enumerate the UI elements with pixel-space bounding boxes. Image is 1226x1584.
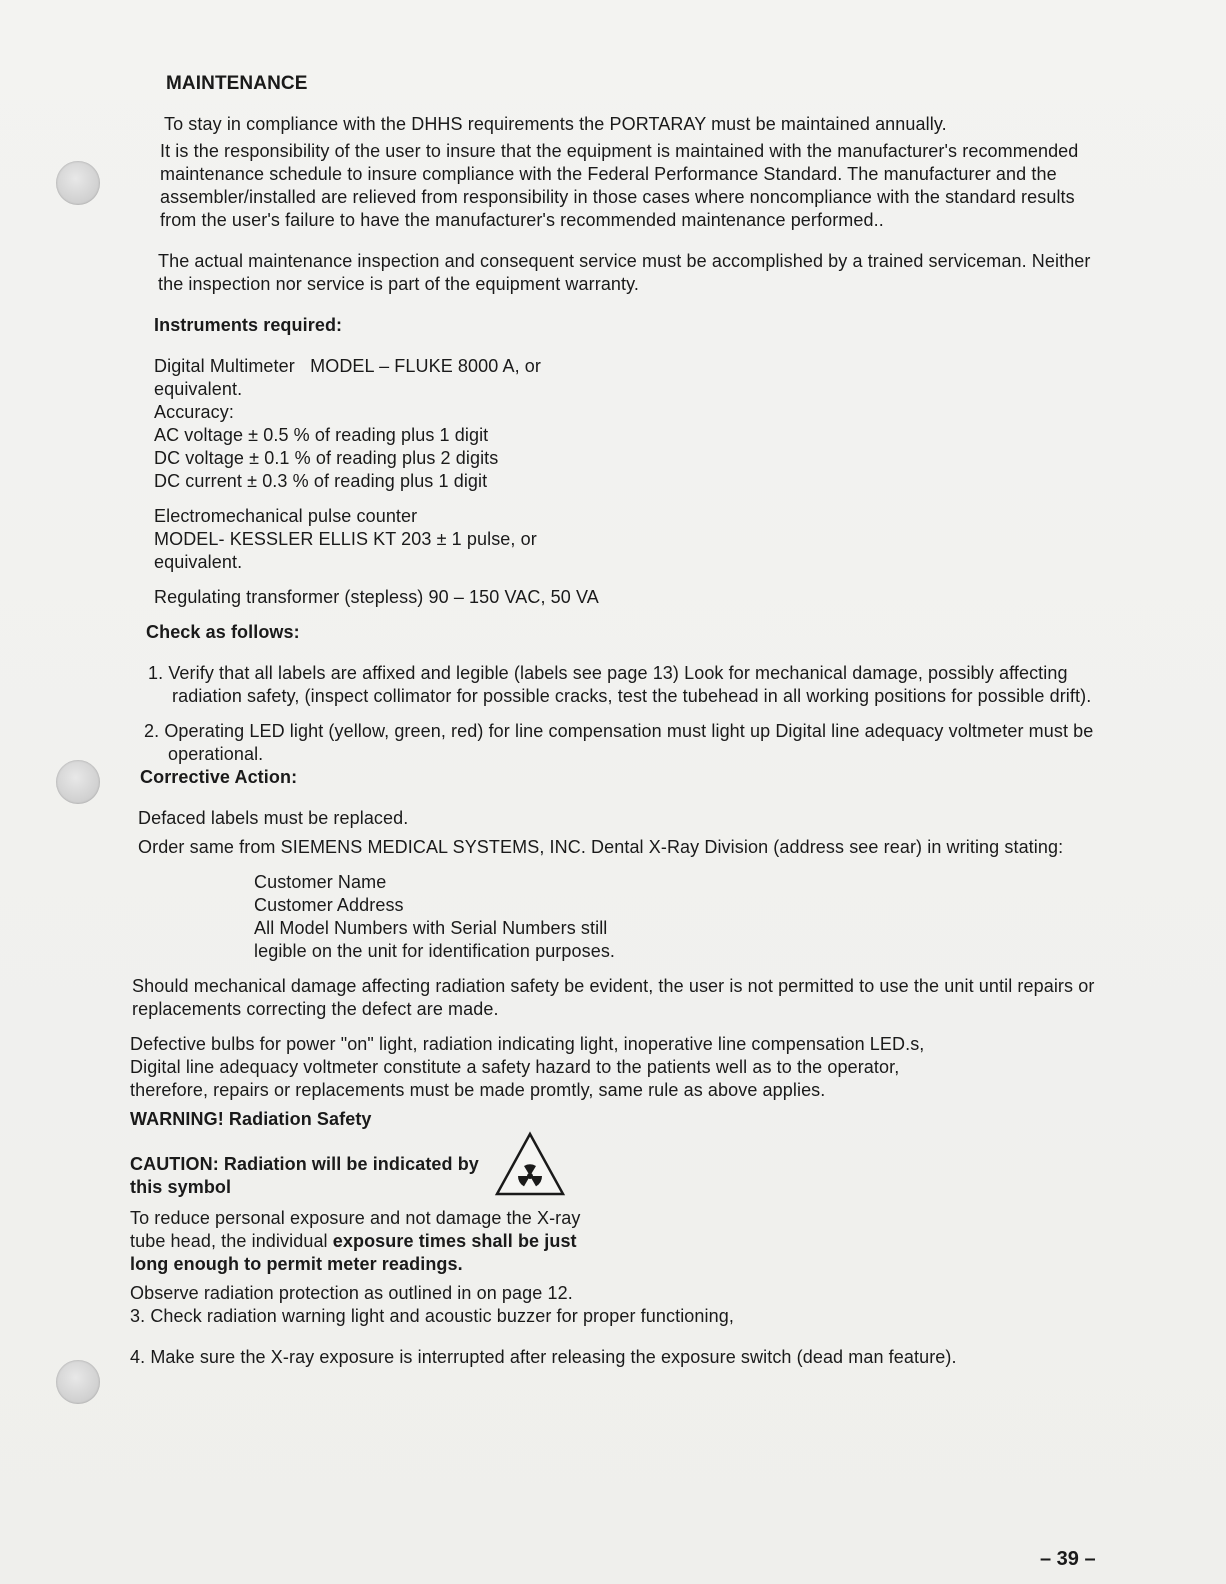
customer-name: Customer Name (254, 872, 387, 892)
instrument-list (138, 355, 1098, 609)
service-paragraph: The actual maintenance inspection and consequent service must be accomplished by a trained serviceman. Neither the inspection nor service is part of the equipment warranty. (158, 251, 1091, 294)
warning-block (130, 1108, 1098, 1369)
check-heading: Check as follows: (146, 622, 300, 642)
customer-address: Customer Address (254, 895, 404, 915)
equivalent-line: equivalent. (154, 379, 243, 399)
document-body (130, 72, 1098, 1369)
reduce-bold-text: exposure times shall be just long enough to permit meter readings. (130, 1231, 577, 1274)
step-3: 3. Check radiation warning light and acoustic buzzer for proper functioning, (130, 1306, 734, 1326)
ac-voltage-line: AC voltage ± 0.5 % of reading plus 1 digit (154, 425, 489, 445)
step-1: 1. Verify that all labels are affixed and legible (labels see page 13) Look for mechanical damage, possibly affecting radiation safety, (inspect collimator for possible cracks, test the tubehead in all working positions for possible drift). (148, 663, 1092, 706)
defective-paragraph: Defective bulbs for power "on" light, radiation indicating light, inoperative line compensation LED.s, Digital line adequacy voltmeter constitute a safety hazard to the patients well as to the operator, therefore, repairs or replacements must be made promtly, same rule as above applies. (130, 1034, 925, 1100)
responsibility-paragraph: It is the responsibility of the user to insure that the equipment is maintained with the manufacturer's recommended maintenance schedule to insure compliance with the Federal Performance Standard. The manufacturer and the assembler/installed are relieved from responsibility in those cases where noncompliance with the standard results from the user's failure to have the manufacturer's recommended maintenance performed.. (160, 141, 1079, 230)
radiation-warning-icon (494, 1131, 566, 1197)
order-paragraph: Order same from SIEMENS MEDICAL SYSTEMS, INC. Dental X-Ray Division (address see rear) in writing stating: (138, 837, 1064, 857)
transformer-line: Regulating transformer (stepless) 90 – 150 VAC, 50 VA (154, 587, 599, 607)
step-4: 4. Make sure the X-ray exposure is interrupted after releasing the exposure switch (dead man feature). (130, 1347, 957, 1367)
observe-line: Observe radiation protection as outlined in on page 12. (130, 1283, 573, 1303)
damage-paragraph: Should mechanical damage affecting radiation safety be evident, the user is not permitted to use the unit until repairs or replacements correcting the defect are made. (132, 976, 1095, 1019)
step-2: 2. Operating LED light (yellow, green, red) for line compensation must light up Digital line adequacy voltmeter must be operational. (144, 721, 1094, 764)
legible-line: legible on the unit for identification purposes. (254, 941, 616, 961)
dc-current-line: DC current ± 0.3 % of reading plus 1 digit (154, 471, 488, 491)
order-details (138, 871, 1098, 963)
pulse-counter-model: MODEL- KESSLER ELLIS KT 203 ± 1 pulse, or (154, 529, 537, 549)
punch-hole (56, 1360, 100, 1404)
punch-hole (56, 161, 100, 205)
reduce-paragraph (130, 1207, 610, 1276)
reduce-text: To reduce personal exposure and not damage the X-ray tube head, the individual (130, 1208, 581, 1251)
dc-voltage-line: DC voltage ± 0.1 % of reading plus 2 digits (154, 448, 499, 468)
page-title: MAINTENANCE (166, 73, 308, 94)
multimeter-line: Digital Multimeter MODEL – FLUKE 8000 A, or (154, 356, 541, 376)
defaced-line: Defaced labels must be replaced. (138, 808, 409, 828)
corrective-heading: Corrective Action: (140, 767, 298, 787)
page-number: – 39 – (1040, 1548, 1096, 1570)
intro-paragraph: To stay in compliance with the DHHS requirements the PORTARAY must be maintained annually. (164, 114, 947, 134)
accuracy-line: Accuracy: (154, 402, 234, 422)
model-numbers: All Model Numbers with Serial Numbers still (254, 918, 608, 938)
instruments-heading: Instruments required: (154, 315, 343, 335)
punch-hole (56, 760, 100, 804)
equivalent-line: equivalent. (154, 552, 243, 572)
pulse-counter-line: Electromechanical pulse counter (154, 506, 418, 526)
caution-line: CAUTION: Radiation will be indicated by this symbol (130, 1154, 479, 1197)
warning-line: WARNING! Radiation Safety (130, 1109, 372, 1129)
